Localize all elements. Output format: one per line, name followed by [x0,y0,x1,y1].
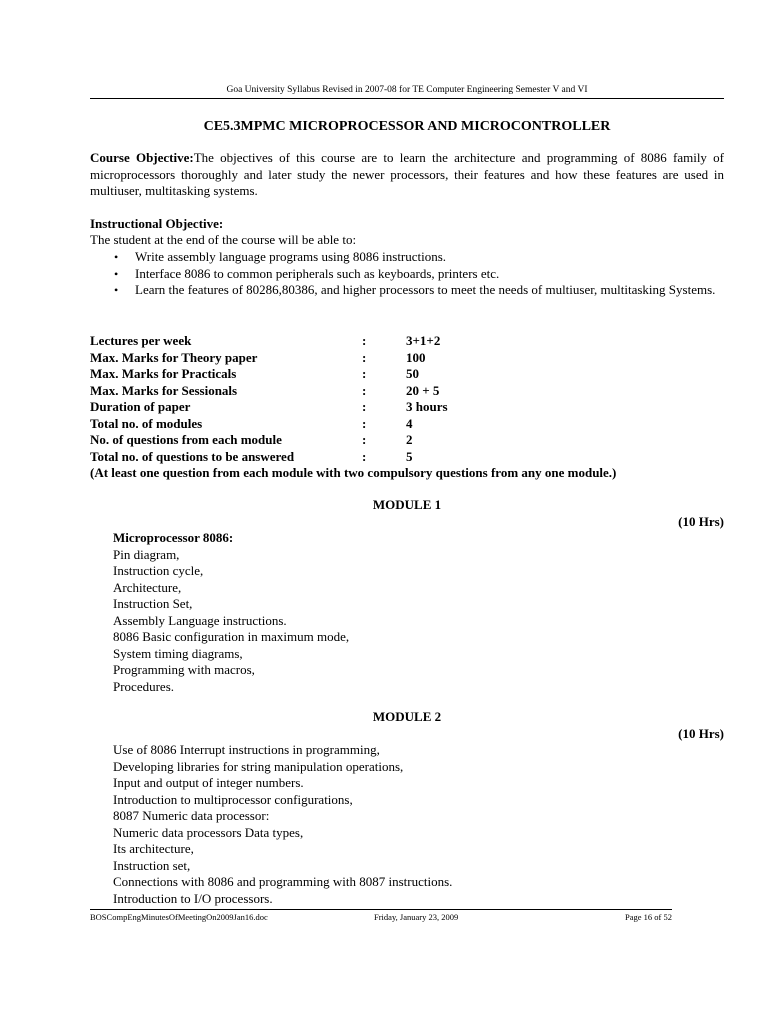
list-item-text: Interface 8086 to common peripherals such as keyboards, printers etc. [135,265,500,281]
instructional-objective-heading: Instructional Objective: [90,216,224,231]
footer-filename: BOSCompEngMinutesOfMeetingOn2009Jan16.doc [90,912,268,922]
list-item: Introduction to I/O processors. [113,890,273,906]
list-item: Connections with 8086 and programming with 8087 instructions. [113,874,453,889]
footer-rule [90,909,672,910]
row-colon: : [362,366,367,381]
list-item: Numeric data processors Data types, [113,824,304,840]
course-objective-text: The objectives of this course are to learn the architecture and programming of 8086 family of microprocessors thoroughly and later study the newer processors, their features and how these features are used in multiuser, multitasking systems. [90,150,724,198]
page-footer [90,911,672,923]
bullet-icon: • [114,266,119,281]
row-label: Lectures per week [90,333,192,348]
row-label: Total no. of modules [90,415,203,431]
row-label: Max. Marks for Theory paper [90,349,258,365]
row-value: 2 [406,432,413,447]
list-item: Use of 8086 Interrupt instructions in programming, [113,742,380,757]
row-value: 5 [406,448,413,464]
list-item-text: Write assembly language programs using 8086 instructions. [135,249,447,264]
table-row [90,416,724,433]
list-item: Instruction Set, [113,596,193,611]
table-row [90,399,724,416]
row-label: Duration of paper [90,399,191,414]
table-row [90,350,724,367]
list-item: Instruction cycle, [113,563,204,578]
row-value: 50 [406,366,419,381]
list-item: Programming with macros, [113,662,255,677]
module-1-subheading: Microprocessor 8086: [113,530,234,545]
course-title: CE5.3MPMC MICROPROCESSOR AND MICROCONTROLLER [203,119,611,134]
list-item-text: Learn the features of 80286,80386, and higher processors to meet the needs of multiuser, multitasking Systems. [135,282,716,297]
row-label: Total no. of questions to be answered [90,448,295,464]
list-item: Introduction to multiprocessor configurations, [113,791,353,807]
marks-scheme-table [90,333,724,465]
row-value: 4 [406,415,413,431]
row-colon: : [362,399,367,414]
list-item: Instruction set, [113,857,191,873]
course-objective [90,150,724,200]
list-item: Its architecture, [113,841,194,856]
row-value: 100 [406,349,426,365]
row-colon: : [362,448,367,464]
row-colon: : [362,382,367,398]
list-item: Architecture, [113,579,182,595]
module-1-hours: (10 Hrs) [678,514,724,529]
table-row [90,449,724,466]
row-value: 20 + 5 [406,382,440,398]
row-colon: : [362,333,367,348]
row-label: Max. Marks for Sessionals [90,382,238,398]
table-row [90,432,724,449]
list-item: Assembly Language instructions. [113,612,287,628]
bullet-icon: • [114,250,119,264]
row-colon: : [362,349,367,365]
list-item [90,249,724,266]
running-header: Goa University Syllabus Revised in 2007-08 for TE Computer Engineering Semester V and VI [226,85,588,95]
instructional-objective-list [90,249,724,299]
bullet-icon: • [114,283,119,297]
row-colon: : [362,415,367,431]
footer-page-number: Page 16 of 52 [625,912,672,922]
module-2-hours: (10 Hrs) [678,726,724,741]
module-1-topics [113,530,349,695]
marks-note: (At least one question from each module with two compulsory questions from any one module.) [90,465,617,480]
list-item [90,266,724,283]
module-2-heading: MODULE 2 [372,709,442,724]
list-item: 8086 Basic configuration in maximum mode, [113,629,350,644]
list-item: Pin diagram, [113,546,180,562]
list-item: System timing diagrams, [113,645,243,661]
list-item: Developing libraries for string manipulation operations, [113,758,404,774]
list-item [90,282,724,299]
row-label: Max. Marks for Practicals [90,366,237,381]
module-2-topics [113,742,452,907]
instructional-objective-intro: The student at the end of the course will be able to: [90,232,357,247]
footer-date: Friday, January 23, 2009 [374,912,459,922]
module-1-heading: MODULE 1 [372,497,442,512]
table-row [90,366,724,383]
header-rule [90,98,724,99]
list-item: Procedures. [113,678,175,694]
row-value: 3 hours [406,399,448,414]
row-label: No. of questions from each module [90,432,282,447]
course-objective-label: Course Objective: [90,150,194,165]
table-row [90,333,724,350]
row-value: 3+1+2 [406,333,441,348]
list-item: 8087 Numeric data processor: [113,808,270,823]
list-item: Input and output of integer numbers. [113,775,304,790]
row-colon: : [362,432,367,447]
table-row [90,383,724,400]
